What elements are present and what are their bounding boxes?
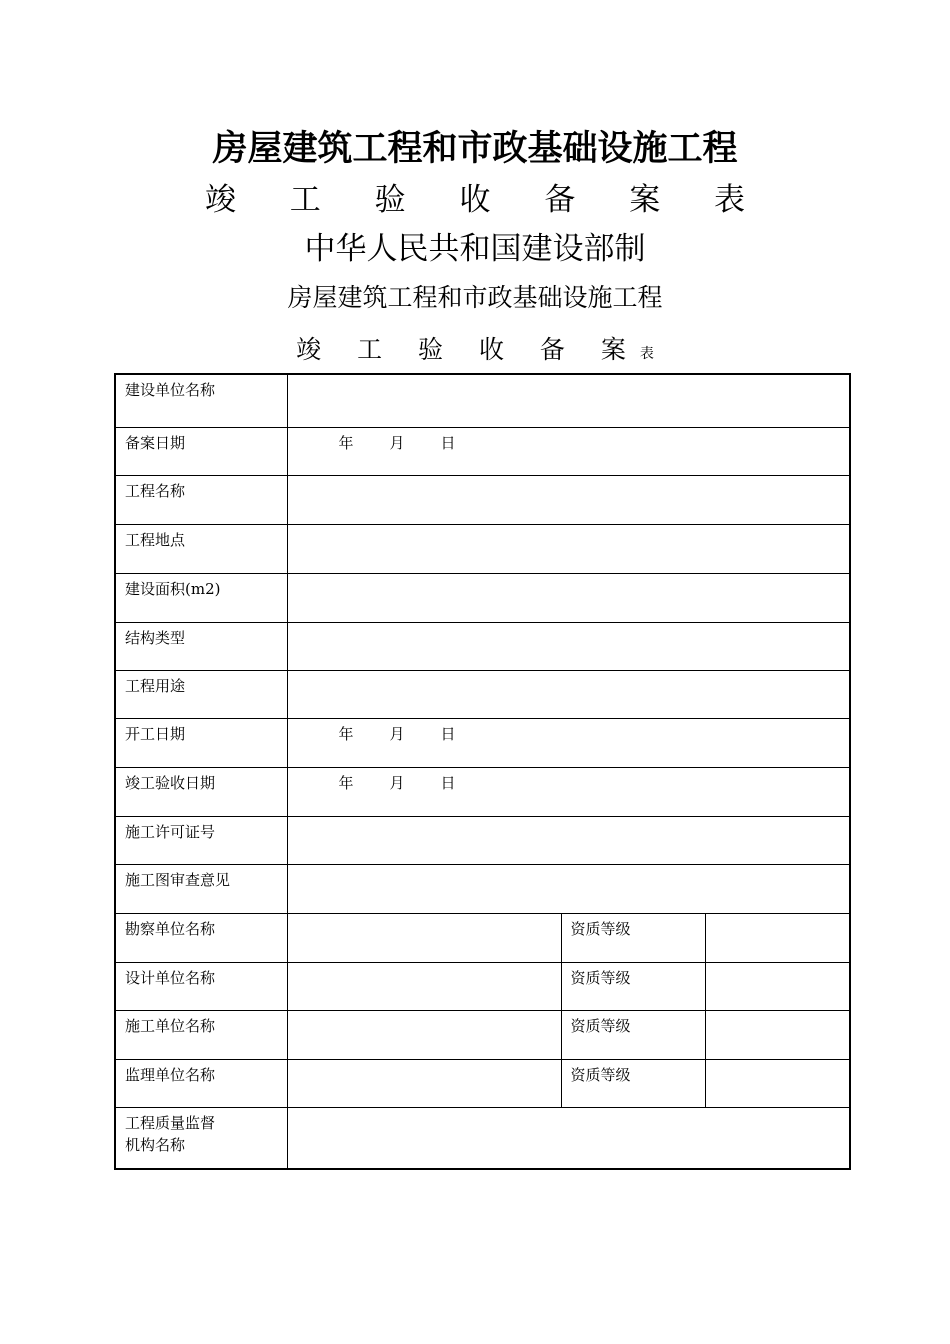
- form-subtitle: [0, 330, 950, 374]
- issuer-line: 中华人民共和国建设部制: [304, 231, 646, 267]
- builder-unit-label: 施工单位名称: [115, 1010, 287, 1059]
- quality-supervision-label: 工程质量监督 机构名称: [115, 1107, 287, 1169]
- start-date-field[interactable]: [287, 718, 850, 767]
- building-area-field[interactable]: [287, 573, 850, 622]
- drawing-review-field[interactable]: [287, 864, 850, 913]
- project-use-label: 工程用途: [115, 670, 287, 718]
- structure-type-label: 结构类型: [115, 622, 287, 670]
- month-unit: 月: [389, 724, 405, 743]
- filing-form-table: [114, 373, 851, 1170]
- project-name-field[interactable]: [287, 475, 850, 524]
- acceptance-date-field[interactable]: [287, 767, 850, 816]
- drawing-review-label: 施工图审查意见: [115, 864, 287, 913]
- construction-unit-label: 建设单位名称: [115, 374, 287, 427]
- acceptance-date-label: 竣工验收日期: [115, 767, 287, 816]
- qualification-label: 资质等级: [561, 1059, 705, 1107]
- design-qualification-field[interactable]: [705, 962, 850, 1010]
- year-unit: 年: [338, 724, 354, 743]
- table-row: [115, 1010, 850, 1059]
- qualification-label: 资质等级: [561, 913, 705, 962]
- form-subtitle-small: 表: [639, 346, 654, 362]
- permit-no-field[interactable]: [287, 816, 850, 864]
- project-location-field[interactable]: [287, 524, 850, 573]
- table-row: [115, 962, 850, 1010]
- permit-no-label: 施工许可证号: [115, 816, 287, 864]
- builder-unit-field[interactable]: [287, 1010, 561, 1059]
- supervision-unit-label: 监理单位名称: [115, 1059, 287, 1107]
- table-row: [115, 670, 850, 718]
- year-unit: 年: [338, 773, 354, 792]
- document-subtitle: 竣 工 验 收 备 案 表: [204, 182, 768, 218]
- builder-qualification-field[interactable]: [705, 1010, 850, 1059]
- table-row: [115, 864, 850, 913]
- table-row: [115, 622, 850, 670]
- table-row: [115, 475, 850, 524]
- month-unit: 月: [389, 433, 405, 452]
- supervision-qualification-field[interactable]: [705, 1059, 850, 1107]
- filing-date-field[interactable]: [287, 427, 850, 475]
- qualification-label: 资质等级: [561, 962, 705, 1010]
- qualification-label: 资质等级: [561, 1010, 705, 1059]
- day-unit: 日: [440, 433, 456, 452]
- survey-qualification-field[interactable]: [705, 913, 850, 962]
- start-date-label: 开工日期: [115, 718, 287, 767]
- table-row: [115, 913, 850, 962]
- day-unit: 日: [440, 724, 456, 743]
- table-row: [115, 1107, 850, 1169]
- table-row: [115, 767, 850, 816]
- table-row: [115, 374, 850, 427]
- design-unit-field[interactable]: [287, 962, 561, 1010]
- form-title: 房屋建筑工程和市政基础设施工程: [287, 283, 663, 312]
- survey-unit-label: 勘察单位名称: [115, 913, 287, 962]
- table-row: [115, 1059, 850, 1107]
- structure-type-field[interactable]: [287, 622, 850, 670]
- supervision-unit-field[interactable]: [287, 1059, 561, 1107]
- month-unit: 月: [389, 773, 405, 792]
- construction-unit-field[interactable]: [287, 374, 850, 427]
- day-unit: 日: [440, 773, 456, 792]
- table-row: [115, 573, 850, 622]
- table-row: [115, 816, 850, 864]
- survey-unit-field[interactable]: [287, 913, 561, 962]
- table-row: [115, 524, 850, 573]
- design-unit-label: 设计单位名称: [115, 962, 287, 1010]
- form-subtitle-main: 竣 工 验 收 备 案: [296, 335, 640, 364]
- quality-supervision-field[interactable]: [287, 1107, 850, 1169]
- document-title: 房屋建筑工程和市政基础设施工程: [212, 129, 738, 169]
- filing-date-label: 备案日期: [115, 427, 287, 475]
- table-row: [115, 427, 850, 475]
- building-area-label: 建设面积(m2): [115, 573, 287, 622]
- project-use-field[interactable]: [287, 670, 850, 718]
- table-row: [115, 718, 850, 767]
- project-location-label: 工程地点: [115, 524, 287, 573]
- year-unit: 年: [338, 433, 354, 452]
- project-name-label: 工程名称: [115, 475, 287, 524]
